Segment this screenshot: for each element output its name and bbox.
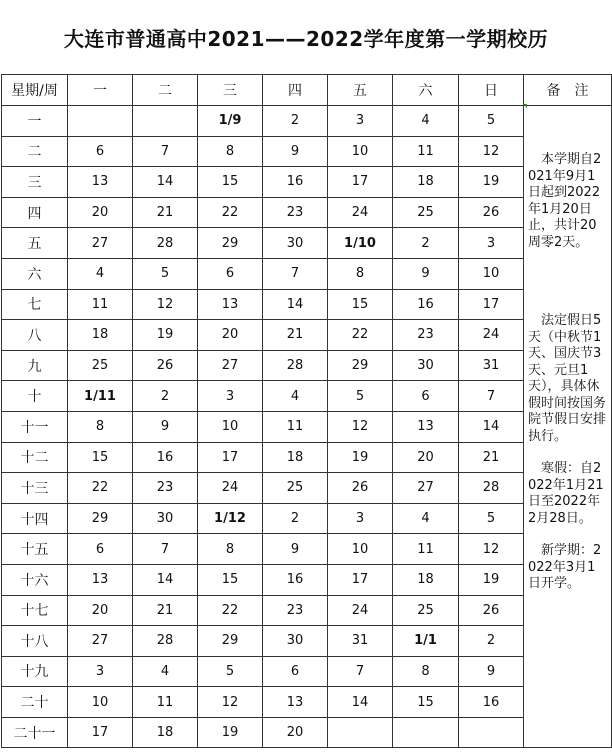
date-cell-mon: 11 [68, 289, 133, 320]
date-cell-tue: 23 [133, 473, 198, 504]
date-cell-wed: 3 [198, 381, 263, 412]
date-cell-sun: 2 [459, 626, 524, 657]
date-cell-sat: 15 [393, 687, 459, 718]
week-column-header: 星期/周 [2, 75, 68, 106]
date-cell-thu: 11 [263, 411, 328, 442]
date-cell-wed: 6 [198, 258, 263, 289]
date-cell-tue: 14 [133, 564, 198, 595]
date-cell-thu: 20 [263, 717, 328, 748]
date-cell-wed: 1/9 [198, 106, 263, 137]
note-term-period: 本学期自2021年9月1日起到2022年1月20日止，共计20周零2天。 [528, 152, 602, 250]
date-cell-tue: 2 [133, 381, 198, 412]
week-number: 十七 [2, 595, 68, 626]
week-number: 六 [2, 258, 68, 289]
week-row [2, 534, 612, 565]
date-cell-wed: 13 [198, 289, 263, 320]
date-cell-thu: 16 [263, 564, 328, 595]
date-cell-mon: 13 [68, 564, 133, 595]
date-cell-sun [459, 717, 524, 748]
date-cell-sat: 4 [393, 503, 459, 534]
date-cell-sat: 23 [393, 320, 459, 351]
date-cell-mon: 27 [68, 626, 133, 657]
date-cell-wed: 24 [198, 473, 263, 504]
date-cell-sun: 19 [459, 564, 524, 595]
date-cell-wed: 29 [198, 626, 263, 657]
date-cell-sun: 12 [459, 136, 524, 167]
date-cell-tue: 7 [133, 534, 198, 565]
day-header-wed: 三 [198, 75, 263, 106]
date-cell-tue: 9 [133, 411, 198, 442]
week-row [2, 289, 612, 320]
date-cell-fri: 3 [328, 106, 393, 137]
week-row [2, 136, 612, 167]
date-cell-mon: 29 [68, 503, 133, 534]
note-holidays: 法定假日5天（中秋节1天、国庆节3天、元旦1天），具体休假时间按国务院节假日安排执行。 [528, 313, 607, 444]
date-cell-tue: 18 [133, 717, 198, 748]
date-cell-sun: 16 [459, 687, 524, 718]
date-cell-thu: 21 [263, 320, 328, 351]
week-row [2, 503, 612, 534]
date-cell-wed: 15 [198, 167, 263, 198]
date-cell-fri: 31 [328, 626, 393, 657]
date-cell-sat: 11 [393, 534, 459, 565]
week-number: 三 [2, 167, 68, 198]
date-cell-thu: 23 [263, 197, 328, 228]
date-cell-sat: 30 [393, 350, 459, 381]
day-header-sat: 六 [393, 75, 459, 106]
date-cell-sat [393, 717, 459, 748]
date-cell-fri: 14 [328, 687, 393, 718]
date-cell-fri [328, 717, 393, 748]
date-cell-sat: 9 [393, 258, 459, 289]
date-cell-mon: 22 [68, 473, 133, 504]
date-cell-mon: 13 [68, 167, 133, 198]
date-cell-mon: 3 [68, 656, 133, 687]
date-cell-thu: 23 [263, 595, 328, 626]
date-cell-mon: 20 [68, 197, 133, 228]
date-cell-wed: 8 [198, 534, 263, 565]
date-cell-sun: 26 [459, 197, 524, 228]
date-cell-wed: 19 [198, 717, 263, 748]
notes-column-header: 备 注 [524, 75, 612, 106]
date-cell-fri: 8 [328, 258, 393, 289]
date-cell-tue: 16 [133, 442, 198, 473]
date-cell-fri: 1/10 [328, 228, 393, 259]
week-number: 十二 [2, 442, 68, 473]
date-cell-mon: 25 [68, 350, 133, 381]
date-cell-fri: 24 [328, 595, 393, 626]
date-cell-sun: 7 [459, 381, 524, 412]
date-cell-sun: 21 [459, 442, 524, 473]
date-cell-thu: 4 [263, 381, 328, 412]
date-cell-sun: 3 [459, 228, 524, 259]
note-new-term: 新学期：2022年3月1日开学。 [528, 543, 602, 591]
date-cell-mon: 17 [68, 717, 133, 748]
date-cell-mon: 18 [68, 320, 133, 351]
date-cell-tue: 14 [133, 167, 198, 198]
date-cell-thu: 14 [263, 289, 328, 320]
note-winter-break: 寒假：自2022年1月21日至2022年2月28日。 [528, 461, 604, 526]
date-cell-fri: 3 [328, 503, 393, 534]
date-cell-mon: 1/11 [68, 381, 133, 412]
date-cell-sat: 25 [393, 197, 459, 228]
date-cell-thu: 28 [263, 350, 328, 381]
date-cell-thu: 2 [263, 503, 328, 534]
date-cell-sat: 18 [393, 564, 459, 595]
date-cell-tue: 28 [133, 626, 198, 657]
school-calendar-table [1, 74, 612, 748]
week-row [2, 564, 612, 595]
date-cell-wed: 27 [198, 350, 263, 381]
date-cell-thu: 2 [263, 106, 328, 137]
date-cell-tue: 4 [133, 656, 198, 687]
date-cell-sun: 24 [459, 320, 524, 351]
date-cell-sat: 25 [393, 595, 459, 626]
date-cell-mon [68, 106, 133, 137]
date-cell-sat: 18 [393, 167, 459, 198]
week-number: 十 [2, 381, 68, 412]
date-cell-tue: 7 [133, 136, 198, 167]
week-row [2, 473, 612, 504]
date-cell-wed: 17 [198, 442, 263, 473]
date-cell-sun: 10 [459, 258, 524, 289]
date-cell-mon: 4 [68, 258, 133, 289]
date-cell-sun: 12 [459, 534, 524, 565]
week-row [2, 106, 612, 137]
date-cell-wed: 5 [198, 656, 263, 687]
date-cell-mon: 20 [68, 595, 133, 626]
week-number: 十五 [2, 534, 68, 565]
date-cell-tue [133, 106, 198, 137]
week-row [2, 595, 612, 626]
date-cell-thu: 30 [263, 228, 328, 259]
date-cell-thu: 7 [263, 258, 328, 289]
week-number: 十八 [2, 626, 68, 657]
date-cell-wed: 12 [198, 687, 263, 718]
date-cell-tue: 30 [133, 503, 198, 534]
date-cell-fri: 26 [328, 473, 393, 504]
week-number: 十一 [2, 411, 68, 442]
week-number: 二 [2, 136, 68, 167]
week-row [2, 411, 612, 442]
date-cell-fri: 17 [328, 564, 393, 595]
date-cell-sat: 8 [393, 656, 459, 687]
day-header-thu: 四 [263, 75, 328, 106]
week-number: 九 [2, 350, 68, 381]
date-cell-sun: 28 [459, 473, 524, 504]
day-header-fri: 五 [328, 75, 393, 106]
date-cell-wed: 15 [198, 564, 263, 595]
date-cell-mon: 6 [68, 534, 133, 565]
week-row [2, 656, 612, 687]
date-cell-tue: 19 [133, 320, 198, 351]
date-cell-wed: 1/12 [198, 503, 263, 534]
week-row [2, 258, 612, 289]
date-cell-sun: 14 [459, 411, 524, 442]
week-number: 十六 [2, 564, 68, 595]
date-cell-fri: 5 [328, 381, 393, 412]
date-cell-wed: 29 [198, 228, 263, 259]
page-title: 大连市普通高中2021——2022学年度第一学期校历 [63, 26, 549, 51]
day-header-sun: 日 [459, 75, 524, 106]
date-cell-sun: 19 [459, 167, 524, 198]
date-cell-fri: 10 [328, 136, 393, 167]
date-cell-sat: 13 [393, 411, 459, 442]
date-cell-tue: 21 [133, 197, 198, 228]
date-cell-thu: 30 [263, 626, 328, 657]
date-cell-fri: 17 [328, 167, 393, 198]
date-cell-sat: 6 [393, 381, 459, 412]
week-number: 十九 [2, 656, 68, 687]
week-number: 五 [2, 228, 68, 259]
date-cell-mon: 6 [68, 136, 133, 167]
date-cell-fri: 24 [328, 197, 393, 228]
week-number: 四 [2, 197, 68, 228]
date-cell-wed: 10 [198, 411, 263, 442]
week-row [2, 381, 612, 412]
week-row [2, 442, 612, 473]
date-cell-wed: 20 [198, 320, 263, 351]
date-cell-tue: 11 [133, 687, 198, 718]
week-number: 二十一 [2, 717, 68, 748]
date-cell-fri: 7 [328, 656, 393, 687]
date-cell-fri: 22 [328, 320, 393, 351]
date-cell-sun: 5 [459, 106, 524, 137]
week-row [2, 167, 612, 198]
week-number: 一 [2, 106, 68, 137]
week-number: 十四 [2, 503, 68, 534]
date-cell-sat: 16 [393, 289, 459, 320]
date-cell-fri: 10 [328, 534, 393, 565]
date-cell-tue: 26 [133, 350, 198, 381]
date-cell-sat: 4 [393, 106, 459, 137]
date-cell-thu: 6 [263, 656, 328, 687]
date-cell-tue: 12 [133, 289, 198, 320]
date-cell-thu: 9 [263, 534, 328, 565]
notes-cell [524, 106, 612, 748]
week-row [2, 717, 612, 748]
week-row [2, 228, 612, 259]
week-row [2, 626, 612, 657]
date-cell-wed: 22 [198, 595, 263, 626]
date-cell-sun: 26 [459, 595, 524, 626]
header-row [2, 75, 612, 106]
date-cell-fri: 19 [328, 442, 393, 473]
date-cell-sat: 11 [393, 136, 459, 167]
date-cell-thu: 16 [263, 167, 328, 198]
date-cell-fri: 15 [328, 289, 393, 320]
date-cell-wed: 8 [198, 136, 263, 167]
day-header-tue: 二 [133, 75, 198, 106]
date-cell-tue: 5 [133, 258, 198, 289]
cell-comment-marker [523, 104, 527, 108]
week-row [2, 320, 612, 351]
week-number: 十三 [2, 473, 68, 504]
date-cell-fri: 29 [328, 350, 393, 381]
date-cell-wed: 22 [198, 197, 263, 228]
week-number: 七 [2, 289, 68, 320]
day-header-mon: 一 [68, 75, 133, 106]
date-cell-sun: 9 [459, 656, 524, 687]
week-number: 八 [2, 320, 68, 351]
date-cell-tue: 21 [133, 595, 198, 626]
date-cell-tue: 28 [133, 228, 198, 259]
date-cell-sat: 20 [393, 442, 459, 473]
week-row [2, 350, 612, 381]
date-cell-sun: 17 [459, 289, 524, 320]
date-cell-mon: 15 [68, 442, 133, 473]
date-cell-sun: 31 [459, 350, 524, 381]
date-cell-thu: 9 [263, 136, 328, 167]
date-cell-sat: 1/1 [393, 626, 459, 657]
week-row [2, 197, 612, 228]
date-cell-thu: 18 [263, 442, 328, 473]
date-cell-mon: 10 [68, 687, 133, 718]
date-cell-sat: 2 [393, 228, 459, 259]
week-number: 二十 [2, 687, 68, 718]
date-cell-sun: 5 [459, 503, 524, 534]
date-cell-thu: 25 [263, 473, 328, 504]
date-cell-mon: 8 [68, 411, 133, 442]
date-cell-thu: 13 [263, 687, 328, 718]
date-cell-fri: 12 [328, 411, 393, 442]
week-row [2, 687, 612, 718]
date-cell-sat: 27 [393, 473, 459, 504]
date-cell-mon: 27 [68, 228, 133, 259]
